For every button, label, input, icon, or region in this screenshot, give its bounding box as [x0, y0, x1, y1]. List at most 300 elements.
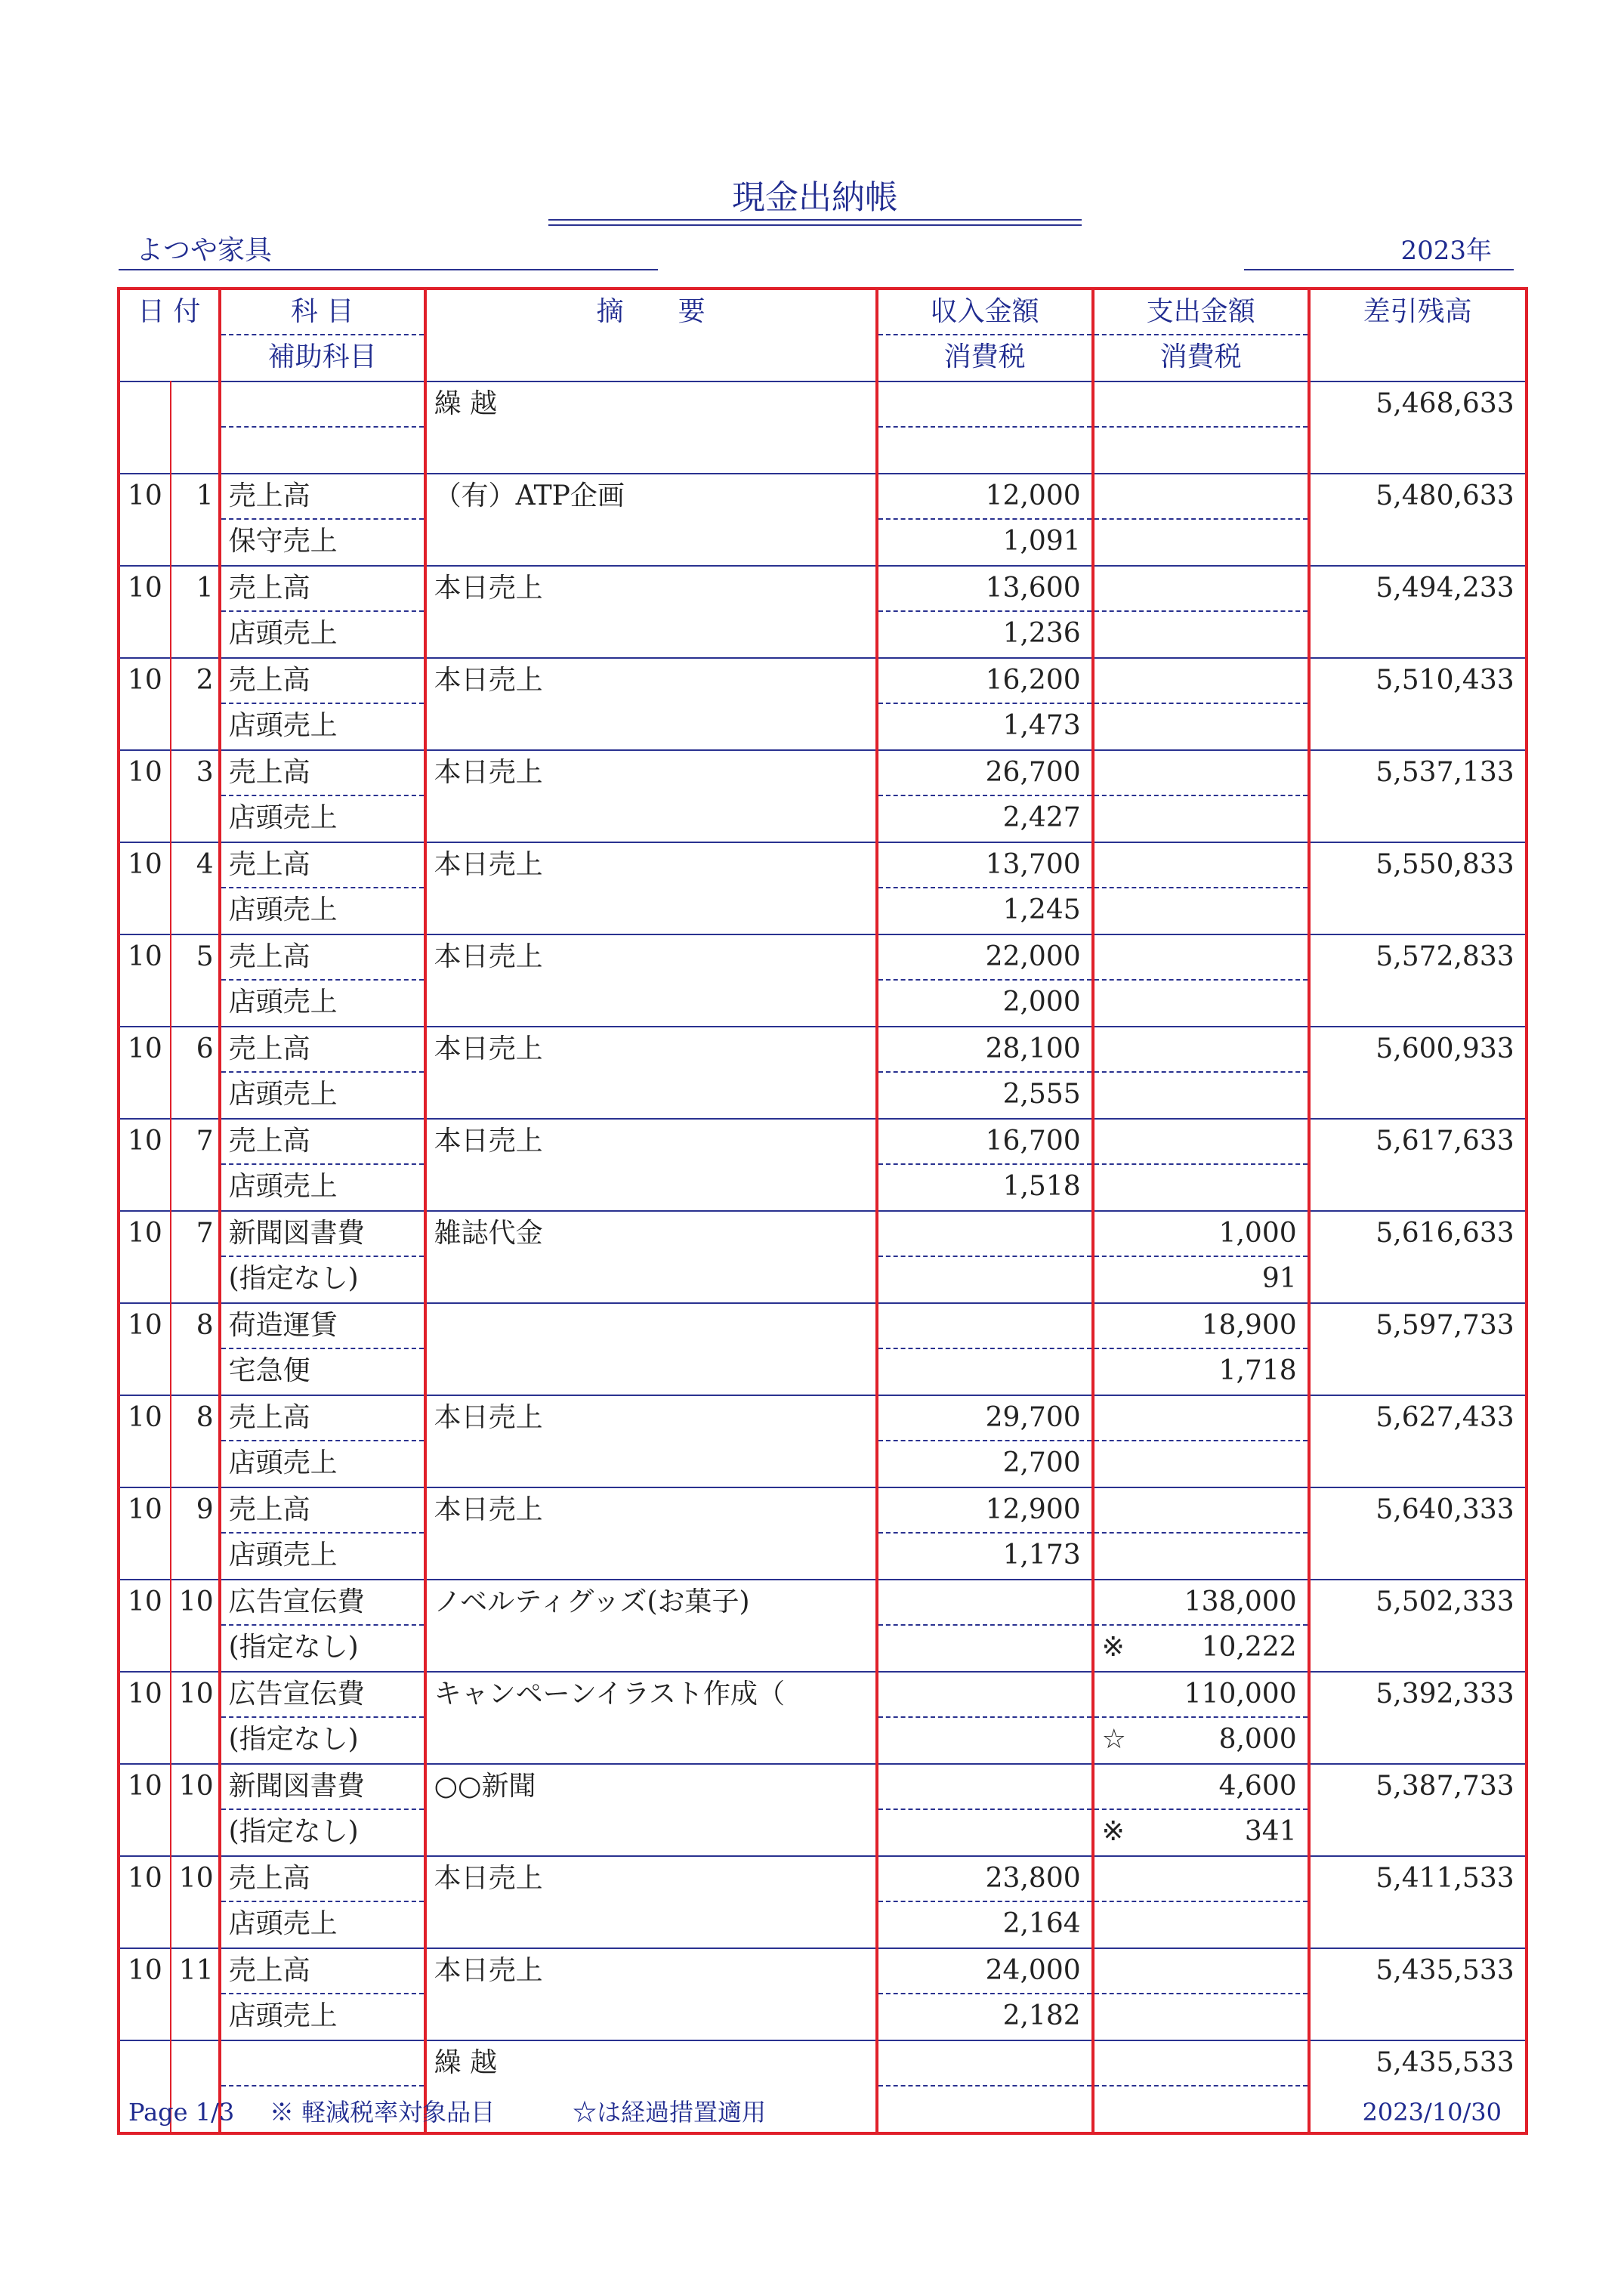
account: 広告宣伝費 [221, 1673, 424, 1718]
expense-cell [1093, 474, 1309, 566]
day: 3 [196, 757, 214, 788]
description-cell [425, 474, 877, 566]
header-expense-tax: 消費税 [1159, 341, 1242, 372]
page-title: 現金出納帳 [732, 178, 898, 217]
income-amount [878, 1212, 1091, 1257]
carry-over-label: 繰 越 [434, 2047, 498, 2078]
month-cell [119, 1580, 171, 1672]
expense-tax-line [1095, 520, 1308, 565]
description-cell [425, 1856, 877, 1948]
account-cell [220, 1027, 425, 1119]
description: キャンペーンイラスト作成（ [434, 1679, 786, 1710]
expense-cell [1093, 1948, 1309, 2040]
expense-cell [1093, 1764, 1309, 1856]
month: 10 [128, 1126, 162, 1157]
table-row [119, 1764, 1527, 1856]
balance: 5,392,333 [1375, 1679, 1514, 1710]
day: 10 [178, 1679, 214, 1710]
expense-cell [1093, 1395, 1309, 1487]
income-tax: 1,245 [1002, 894, 1081, 925]
account: 売上高 [221, 1857, 424, 1902]
sub-account: 店頭売上 [228, 1908, 338, 1939]
income-cell [877, 1672, 1093, 1764]
description-cell [425, 1027, 877, 1119]
expense-amount [1095, 1949, 1308, 1994]
income-cell [877, 1856, 1093, 1948]
sub-account: 宅急便 [228, 1355, 310, 1386]
income-amount: 13,700 [878, 843, 1091, 888]
month-cell [119, 1487, 171, 1580]
day-cell [171, 1119, 220, 1211]
account-cell [220, 1764, 425, 1856]
expense-cell [1093, 1487, 1309, 1580]
month-cell [119, 1211, 171, 1303]
sub-account: (指定なし) [228, 1816, 359, 1847]
balance: 5,600,933 [1375, 1033, 1514, 1064]
expense-cell [1093, 1211, 1309, 1303]
description-cell [425, 1580, 877, 1672]
description-cell [425, 1948, 877, 2040]
balance-cell [1309, 1119, 1527, 1211]
income-tax: 1,091 [1002, 526, 1081, 557]
tax-mark: ※ [1101, 1632, 1125, 1663]
description-cell [425, 1119, 877, 1211]
day-cell [171, 1303, 220, 1395]
income-cell [877, 1764, 1093, 1856]
header-description-cell [425, 289, 877, 381]
balance: 5,616,633 [1375, 1218, 1514, 1249]
day-cell [171, 934, 220, 1027]
description: 本日売上 [434, 573, 543, 604]
day: 10 [178, 1863, 214, 1894]
account: 広告宣伝費 [221, 1580, 424, 1626]
expense-tax-line [1095, 796, 1308, 842]
description: 本日売上 [434, 849, 543, 880]
expense-cell [1093, 750, 1309, 842]
day: 5 [196, 941, 214, 972]
income-amount: 29,700 [878, 1396, 1091, 1441]
month-cell [119, 566, 171, 658]
account: 売上高 [221, 1949, 424, 1994]
month-cell [119, 1027, 171, 1119]
day: 10 [178, 1771, 214, 1802]
table-row [119, 1672, 1527, 1764]
day-cell [171, 1672, 220, 1764]
income-cell [877, 1303, 1093, 1395]
table-row [119, 1395, 1527, 1487]
income-cell [877, 750, 1093, 842]
sub-account: (指定なし) [228, 1263, 359, 1294]
account-cell [220, 934, 425, 1027]
day: 1 [196, 480, 214, 511]
balance: 5,640,333 [1375, 1494, 1514, 1525]
balance-cell [1309, 1672, 1527, 1764]
carry-over-balance: 5,468,633 [1375, 388, 1514, 419]
income-cell [877, 474, 1093, 566]
expense-tax: 341 [1244, 1816, 1297, 1847]
account: 売上高 [221, 474, 424, 520]
balance-cell [1309, 934, 1527, 1027]
expense-cell [1093, 1580, 1309, 1672]
header-balance: 差引残高 [1363, 296, 1472, 327]
expense-tax-line [1095, 704, 1308, 749]
income-amount [878, 1580, 1091, 1626]
expense-amount [1095, 659, 1308, 704]
income-cell [877, 1211, 1093, 1303]
month: 10 [128, 1033, 162, 1064]
sub-account: 店頭売上 [228, 2000, 338, 2031]
header-income-cell [877, 289, 1093, 381]
income-tax [878, 1257, 1091, 1302]
expense-tax-line [1095, 888, 1308, 934]
expense-amount: 18,900 [1095, 1304, 1308, 1349]
sub-account: 店頭売上 [228, 710, 338, 741]
company-underline [119, 269, 658, 270]
balance-cell [1309, 1487, 1527, 1580]
table-row [119, 474, 1527, 566]
day: 9 [196, 1494, 214, 1525]
reduced-tax-note: ※ 軽減税率対象品目 [270, 2098, 496, 2127]
account-cell [220, 474, 425, 566]
account: 売上高 [221, 1396, 424, 1441]
table-row [119, 566, 1527, 658]
expense-cell [1093, 1303, 1309, 1395]
expense-cell [1093, 1672, 1309, 1764]
balance-cell [1309, 1303, 1527, 1395]
balance: 5,537,133 [1375, 757, 1514, 788]
description: 雑誌代金 [434, 1218, 543, 1249]
day-cell [171, 1764, 220, 1856]
expense-tax-line [1095, 1073, 1308, 1118]
expense-cell [1093, 658, 1309, 750]
income-amount: 23,800 [878, 1857, 1091, 1902]
income-amount: 22,000 [878, 935, 1091, 981]
account-cell [220, 1487, 425, 1580]
month: 10 [128, 480, 162, 511]
income-cell [877, 566, 1093, 658]
year-underline [1244, 269, 1514, 270]
title-underline [548, 219, 1082, 221]
month-cell [119, 842, 171, 934]
income-tax: 2,700 [1002, 1447, 1081, 1478]
table-row [119, 1856, 1527, 1948]
account: 売上高 [221, 935, 424, 981]
description-cell [425, 658, 877, 750]
day: 8 [196, 1402, 214, 1433]
account: 新聞図書費 [221, 1765, 424, 1810]
print-date: 2023/10/30 [1362, 2098, 1502, 2127]
description: ノベルティグッズ(お菓子) [434, 1586, 750, 1617]
income-amount [878, 1673, 1091, 1718]
table-row [119, 658, 1527, 750]
account: 新聞図書費 [221, 1212, 424, 1257]
balance-cell [1309, 566, 1527, 658]
description: 本日売上 [434, 665, 543, 696]
income-tax: 2,000 [1002, 987, 1081, 1018]
account-cell [220, 1580, 425, 1672]
balance: 5,494,233 [1375, 573, 1514, 604]
day: 4 [196, 849, 214, 880]
month-cell [119, 1856, 171, 1948]
month-cell [119, 1672, 171, 1764]
income-tax: 2,555 [1002, 1079, 1081, 1110]
description: （有）ATP企画 [434, 480, 625, 511]
table-row [119, 1487, 1527, 1580]
title-underline-second [548, 224, 1082, 226]
header-income-tax: 消費税 [943, 341, 1026, 372]
page-number: Page 1/3 [128, 2098, 235, 2127]
account-cell [220, 1119, 425, 1211]
expense-cell [1093, 934, 1309, 1027]
description: 本日売上 [434, 1955, 543, 1986]
sub-account: 店頭売上 [228, 1171, 338, 1202]
month-cell [119, 750, 171, 842]
description-cell [425, 1672, 877, 1764]
income-tax [878, 1718, 1091, 1763]
expense-tax-line [1095, 1165, 1308, 1210]
table-row [119, 934, 1527, 1027]
income-amount: 16,200 [878, 659, 1091, 704]
income-tax: 2,164 [1002, 1908, 1081, 1939]
balance: 5,510,433 [1375, 665, 1514, 696]
table-row [119, 750, 1527, 842]
day-cell [171, 750, 220, 842]
header-sub-account: 補助科目 [267, 341, 377, 372]
table-row [119, 842, 1527, 934]
month: 10 [128, 665, 162, 696]
income-amount: 26,700 [878, 751, 1091, 796]
description: 本日売上 [434, 1126, 543, 1157]
balance: 5,572,833 [1375, 941, 1514, 972]
sub-account: 店頭売上 [228, 802, 338, 833]
header-date: 日 付 [137, 296, 201, 327]
expense-amount [1095, 1396, 1308, 1441]
balance-cell [1309, 1395, 1527, 1487]
table-row [119, 1303, 1527, 1395]
income-amount: 24,000 [878, 1949, 1091, 1994]
account: 荷造運賃 [221, 1304, 424, 1349]
month-cell [119, 1303, 171, 1395]
income-amount [878, 1765, 1091, 1810]
header-income: 収入金額 [878, 290, 1091, 335]
income-tax: 2,182 [1002, 2000, 1081, 2031]
month: 10 [128, 757, 162, 788]
expense-amount [1095, 474, 1308, 520]
account-cell [220, 750, 425, 842]
sub-account: 店頭売上 [228, 1540, 338, 1571]
expense-amount [1095, 1857, 1308, 1902]
income-tax: 1,173 [1002, 1540, 1081, 1571]
cash-ledger-table [117, 287, 1528, 2135]
month: 10 [128, 941, 162, 972]
income-cell [877, 1948, 1093, 2040]
income-cell [877, 1580, 1093, 1672]
description-cell [425, 1487, 877, 1580]
balance-cell [1309, 1856, 1527, 1948]
description-cell [425, 1303, 877, 1395]
carry-over-label: 繰 越 [434, 388, 498, 419]
account-cell [220, 658, 425, 750]
balance: 5,480,633 [1375, 480, 1514, 511]
table-row [119, 1580, 1527, 1672]
balance: 5,435,533 [1375, 1955, 1514, 1986]
day: 7 [196, 1126, 214, 1157]
account-cell [220, 1211, 425, 1303]
month-cell [119, 1764, 171, 1856]
balance-cell [1309, 1027, 1527, 1119]
header-expense: 支出金額 [1095, 290, 1308, 335]
description-cell [425, 1395, 877, 1487]
carry-over-balance: 5,435,533 [1375, 2047, 1514, 2078]
income-amount: 12,900 [878, 1488, 1091, 1534]
account-cell [220, 1303, 425, 1395]
month-cell [119, 1948, 171, 2040]
header-row [119, 289, 1527, 381]
income-tax: 1,473 [1002, 710, 1081, 741]
month-cell [119, 1395, 171, 1487]
expense-tax-line [1095, 1349, 1308, 1395]
description-cell [425, 750, 877, 842]
expense-amount [1095, 1027, 1308, 1073]
expense-tax-line [1095, 1994, 1308, 2040]
expense-tax-line [1095, 1626, 1308, 1671]
month-cell [119, 1119, 171, 1211]
income-cell [877, 658, 1093, 750]
description-cell [425, 842, 877, 934]
month-cell [119, 474, 171, 566]
sub-account: 店頭売上 [228, 1447, 338, 1478]
account: 売上高 [221, 1120, 424, 1165]
sub-account: 店頭売上 [228, 618, 338, 649]
description: 本日売上 [434, 941, 543, 972]
day-cell [171, 1948, 220, 2040]
expense-amount [1095, 843, 1308, 888]
balance: 5,617,633 [1375, 1126, 1514, 1157]
table-row [119, 1211, 1527, 1303]
day-cell [171, 1856, 220, 1948]
expense-cell [1093, 842, 1309, 934]
day: 2 [196, 665, 214, 696]
income-tax [878, 1810, 1091, 1855]
day-cell [171, 1580, 220, 1672]
company-name: よつや家具 [136, 235, 273, 266]
expense-cell [1093, 1119, 1309, 1211]
balance-cell [1309, 1948, 1527, 2040]
income-tax: 1,518 [1002, 1171, 1081, 1202]
day: 10 [178, 1586, 214, 1617]
expense-tax-line [1095, 612, 1308, 657]
balance-cell [1309, 474, 1527, 566]
balance: 5,387,733 [1375, 1771, 1514, 1802]
expense-tax-line [1095, 1534, 1308, 1579]
sub-account: 店頭売上 [228, 894, 338, 925]
balance-cell [1309, 658, 1527, 750]
description: ○○新聞 [434, 1771, 536, 1802]
expense-amount: 138,000 [1095, 1580, 1308, 1626]
description-cell [425, 1764, 877, 1856]
balance-cell [1309, 1580, 1527, 1672]
month-cell [119, 934, 171, 1027]
ledger-year: 2023年 [1400, 236, 1492, 266]
balance: 5,627,433 [1375, 1402, 1514, 1433]
month: 10 [128, 1310, 162, 1341]
income-cell [877, 1027, 1093, 1119]
expense-cell [1093, 1027, 1309, 1119]
expense-tax: 1,718 [1218, 1355, 1297, 1386]
day: 1 [196, 573, 214, 604]
header-date-cell [119, 289, 220, 381]
day: 7 [196, 1218, 214, 1249]
header-account: 科 目 [221, 290, 424, 335]
balance: 5,502,333 [1375, 1586, 1514, 1617]
month: 10 [128, 1955, 162, 1986]
carry-over-row-top [119, 381, 1527, 474]
income-cell [877, 842, 1093, 934]
day: 8 [196, 1310, 214, 1341]
month: 10 [128, 1402, 162, 1433]
description-cell [425, 1211, 877, 1303]
expense-amount [1095, 567, 1308, 612]
balance-cell [1309, 750, 1527, 842]
income-tax [878, 1349, 1091, 1395]
income-cell [877, 934, 1093, 1027]
income-tax: 2,427 [1002, 802, 1081, 833]
income-amount: 16,700 [878, 1120, 1091, 1165]
description: 本日売上 [434, 1863, 543, 1894]
account: 売上高 [221, 1027, 424, 1073]
expense-tax-line [1095, 1718, 1308, 1763]
expense-tax: 8,000 [1218, 1724, 1297, 1755]
day-cell [171, 1211, 220, 1303]
sub-account: (指定なし) [228, 1724, 359, 1755]
expense-tax-line [1095, 1810, 1308, 1855]
month: 10 [128, 1218, 162, 1249]
header-description: 摘 要 [596, 296, 705, 327]
account: 売上高 [221, 659, 424, 704]
sub-account: 保守売上 [228, 526, 338, 557]
table-row [119, 1948, 1527, 2040]
account-cell [220, 842, 425, 934]
expense-tax-line [1095, 981, 1308, 1026]
tax-mark: ☆ [1101, 1724, 1126, 1755]
month: 10 [128, 1771, 162, 1802]
month: 10 [128, 1863, 162, 1894]
month: 10 [128, 1679, 162, 1710]
day-cell [171, 1395, 220, 1487]
description: 本日売上 [434, 1494, 543, 1525]
day-cell [171, 658, 220, 750]
month: 10 [128, 1586, 162, 1617]
expense-amount [1095, 751, 1308, 796]
income-amount [878, 1304, 1091, 1349]
expense-amount: 110,000 [1095, 1673, 1308, 1718]
sub-account: 店頭売上 [228, 1079, 338, 1110]
expense-tax-line [1095, 1441, 1308, 1487]
month: 10 [128, 849, 162, 880]
balance-cell [1309, 1764, 1527, 1856]
income-amount: 13,600 [878, 567, 1091, 612]
description-cell [425, 934, 877, 1027]
month: 10 [128, 573, 162, 604]
day: 6 [196, 1033, 214, 1064]
balance: 5,597,733 [1375, 1310, 1514, 1341]
transitional-note: ☆は経過措置適用 [573, 2098, 767, 2127]
description-cell [425, 566, 877, 658]
description [427, 1304, 875, 1349]
income-tax: 1,236 [1002, 618, 1081, 649]
income-cell [877, 1119, 1093, 1211]
day-cell [171, 842, 220, 934]
